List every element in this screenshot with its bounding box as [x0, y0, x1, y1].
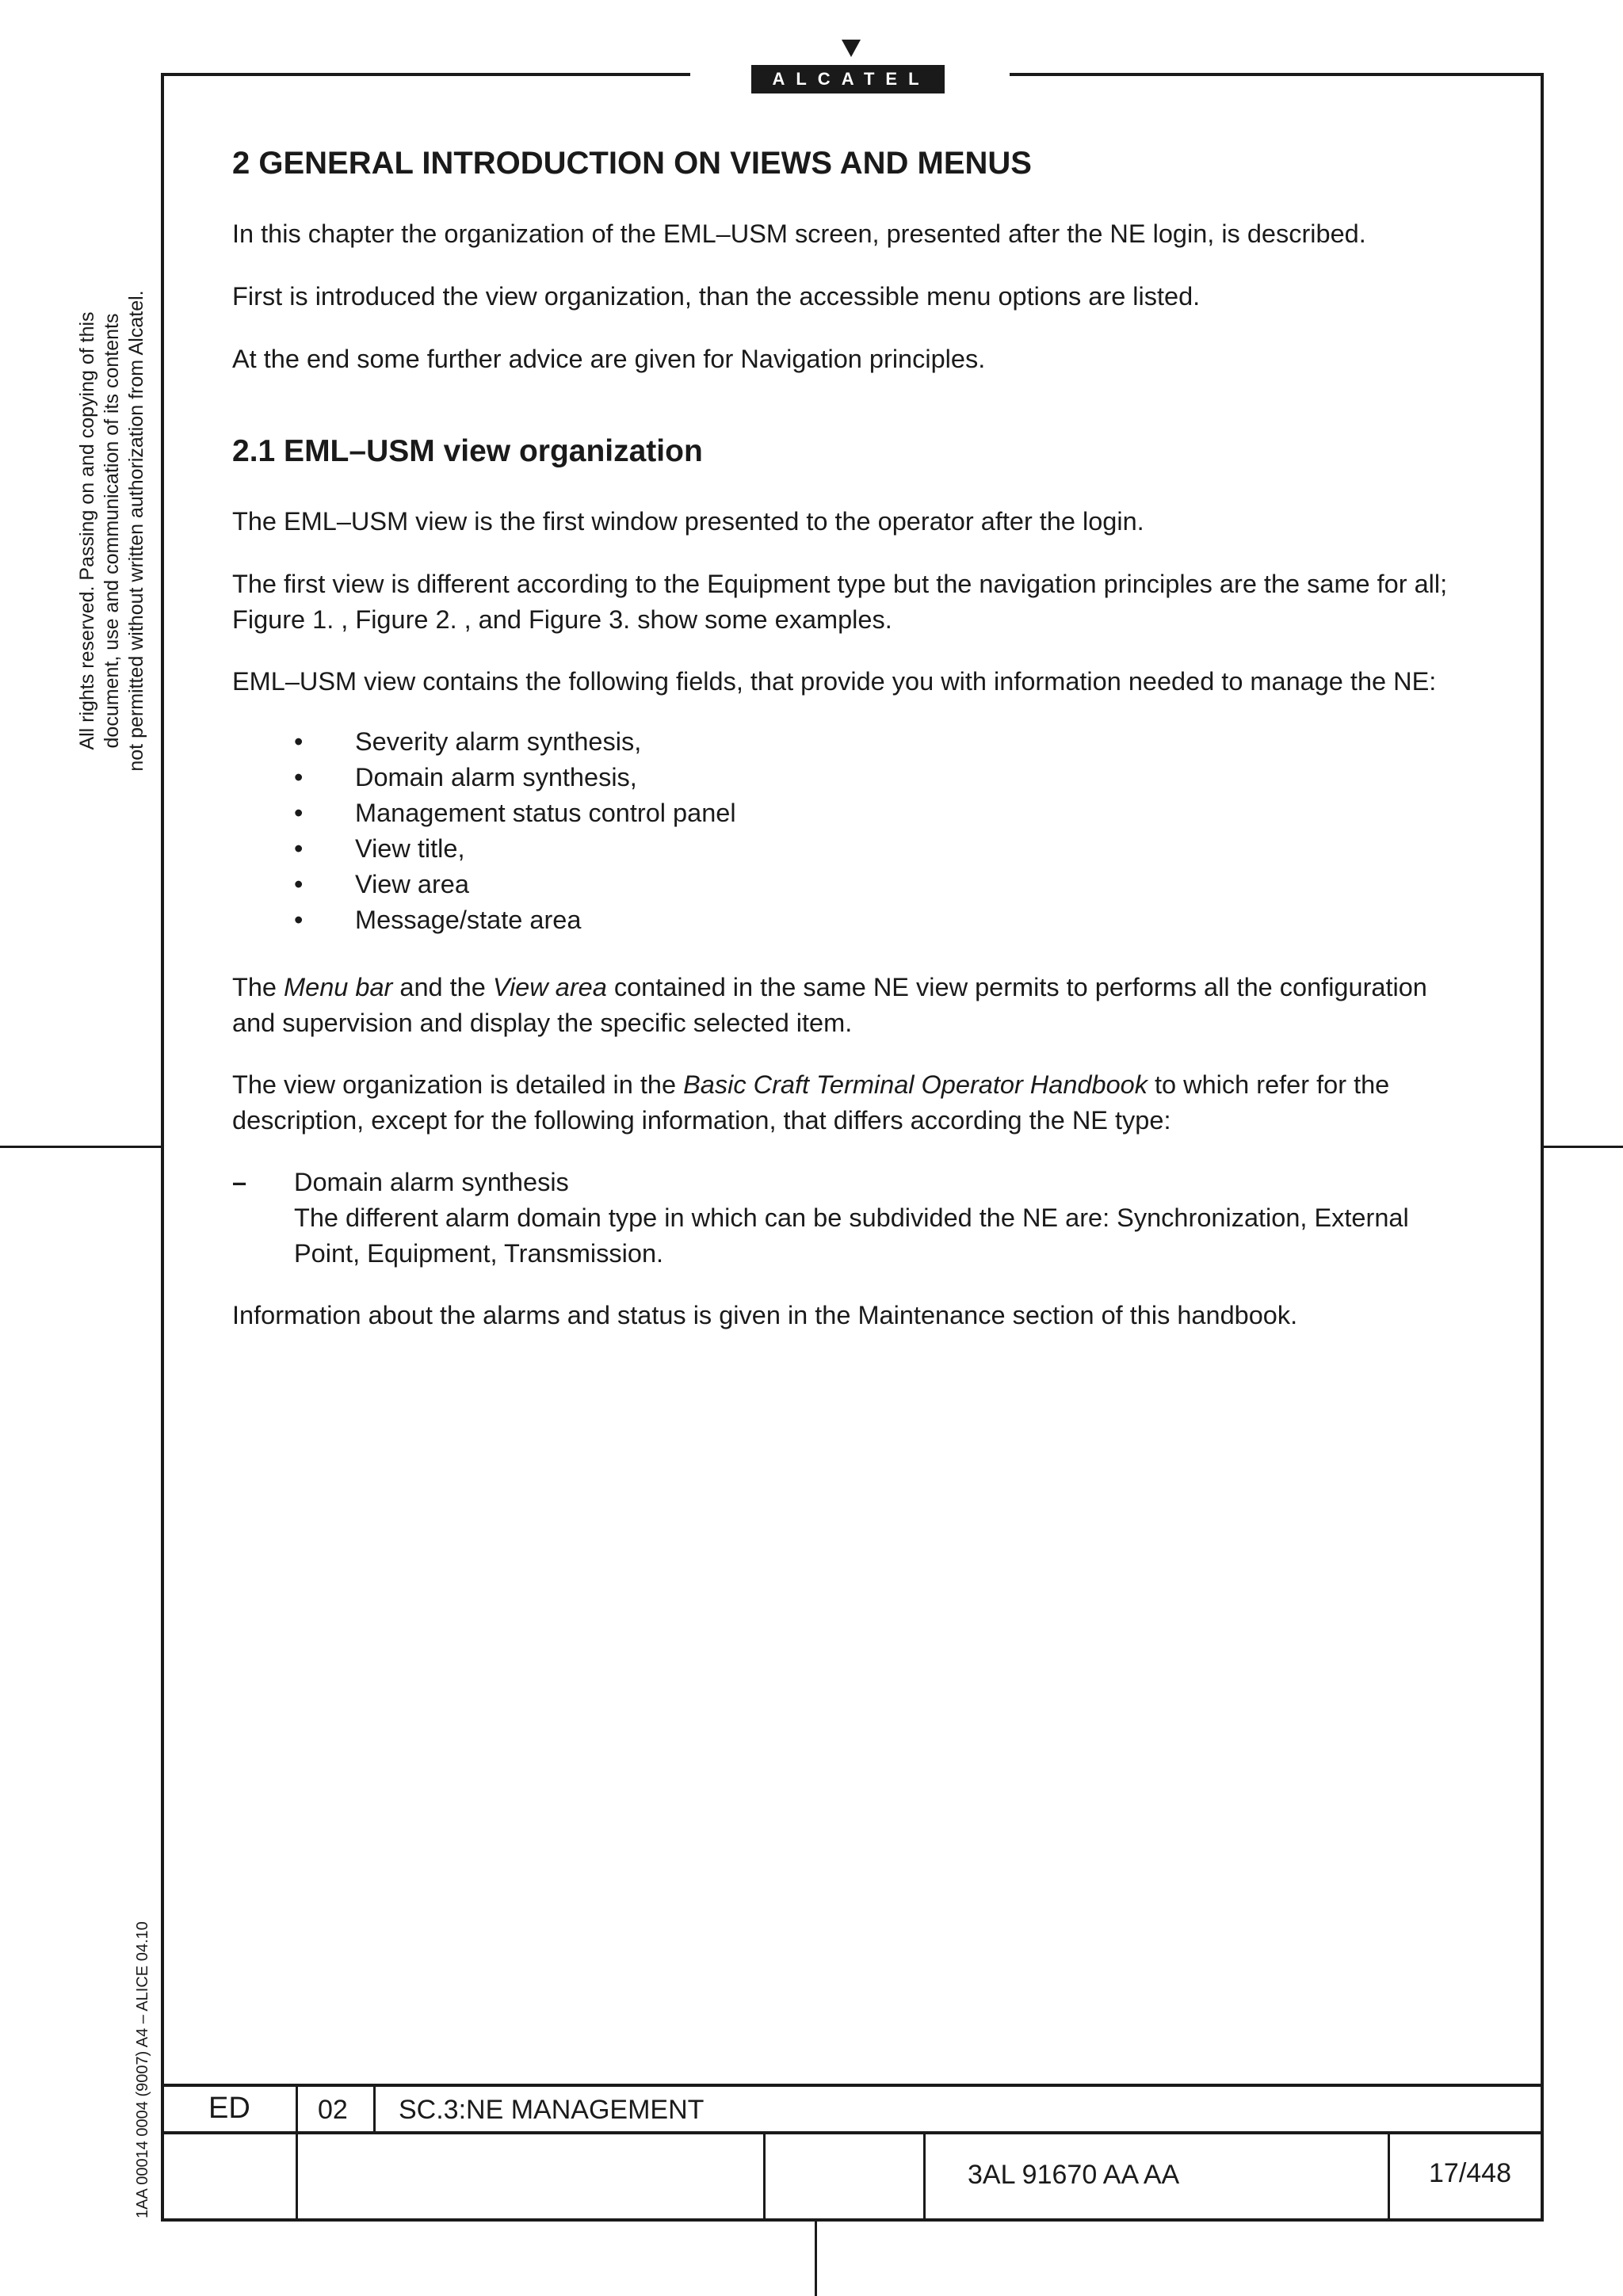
- edition-label: ED: [208, 2092, 250, 2125]
- bullet-icon: •: [294, 906, 304, 934]
- dash-list-item: [232, 1165, 1472, 1272]
- intro-paragraph: First is introduced the view organization, than the accessible menu options are listed.: [232, 282, 1201, 311]
- section-heading: 2.1 EML–USM view organization: [232, 434, 703, 468]
- bullet-icon: •: [294, 727, 304, 756]
- fold-mark-bottom: [815, 2222, 817, 2296]
- section-title: SC.3:NE MANAGEMENT: [399, 2095, 705, 2125]
- rights-notice-line: All rights reserved. Passing on and copying of this: [76, 311, 98, 750]
- list-item: • Severity alarm synthesis,: [232, 724, 736, 760]
- rights-notice-line: not permitted without written authorization from Alcatel.: [125, 290, 147, 772]
- list-item: • Management status control panel: [232, 795, 736, 831]
- document-code: 3AL 91670 AA AA: [968, 2160, 1180, 2190]
- dash-item-title: Domain alarm synthesis: [294, 1168, 569, 1196]
- paragraph: Information about the alarms and status is given in the Maintenance section of this handbook.: [232, 1301, 1298, 1329]
- intro-paragraph: In this chapter the organization of the EML–USM screen, presented after the NE login, is described.: [232, 219, 1366, 248]
- rights-notice: [75, 261, 149, 800]
- bullet-icon: •: [294, 870, 304, 898]
- edition-number: 02: [318, 2095, 348, 2125]
- frame-left: [161, 73, 164, 2222]
- logo-arrow-icon: [842, 40, 861, 57]
- dash-icon: –: [232, 1168, 247, 1196]
- frame-bottom: [161, 2218, 1544, 2222]
- fold-mark-left: [0, 1146, 161, 1148]
- title-block: [161, 2084, 1544, 2222]
- list-item: • Message/state area: [232, 902, 736, 938]
- frame-top-left: [161, 73, 690, 76]
- chapter-heading: 2 GENERAL INTRODUCTION ON VIEWS AND MENUS: [232, 146, 1032, 181]
- bullet-icon: •: [294, 799, 304, 827]
- page-number: 17/448: [1429, 2158, 1511, 2188]
- dash-item-text: The different alarm domain type in which can be subdivided the NE are: Synchronization, External Point, Equipment, Transmission.: [294, 1203, 1409, 1268]
- frame-top-right: [1010, 73, 1544, 76]
- bullet-icon: •: [294, 834, 304, 863]
- rights-notice-line: document, use and communication of its contents: [101, 313, 123, 749]
- bullet-icon: •: [294, 763, 304, 791]
- paragraph: The EML–USM view is the first window presented to the operator after the login.: [232, 507, 1144, 536]
- alcatel-logo: ALCATEL: [751, 65, 945, 93]
- list-item: • Domain alarm synthesis,: [232, 760, 736, 795]
- paragraph: EML–USM view contains the following fields, that provide you with information needed to manage the NE:: [232, 667, 1437, 696]
- form-code: 1AA 00014 0004 (9007) A4 – ALICE 04.10: [134, 1921, 151, 2218]
- fold-mark-right: [1544, 1146, 1623, 1148]
- paragraph-menu-bar: The Menu bar and the View area contained in the same NE view permits to performs all the configuration and supervision and display the specific selected item.: [232, 973, 1427, 1037]
- paragraph: The first view is different according to the Equipment type but the navigation principles are the same for all; Figure 1. , Figure 2. , and Figure 3. show some examples.: [232, 570, 1448, 634]
- paragraph-view-organization: The view organization is detailed in the Basic Craft Terminal Operator Handbook to which refer for the description, except for the following information, that differs according the NE type:: [232, 1070, 1390, 1135]
- list-item: • View title,: [232, 831, 736, 867]
- field-list: [232, 724, 736, 938]
- list-item: • View area: [232, 867, 736, 902]
- intro-paragraph: At the end some further advice are given for Navigation principles.: [232, 345, 986, 373]
